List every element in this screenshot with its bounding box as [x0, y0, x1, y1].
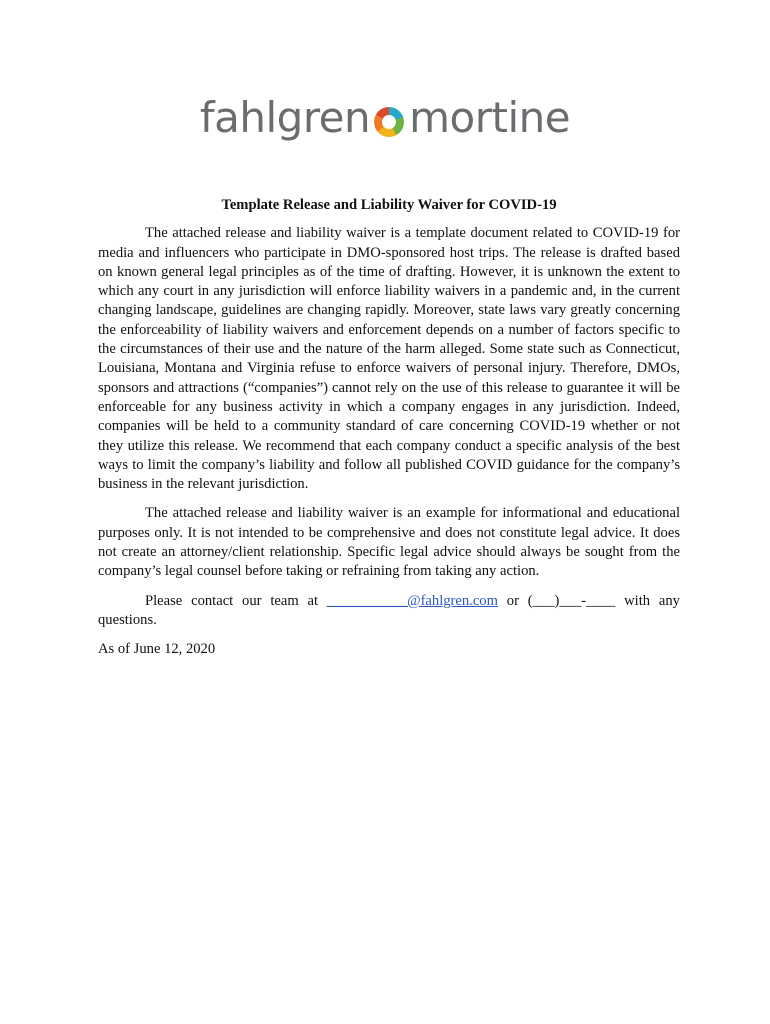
email-link[interactable]: ___________@fahlgren.com: [326, 592, 498, 609]
document-title: Template Release and Liability Waiver for COVID-19: [221, 197, 557, 213]
logo-text-left: fahlgren: [199, 93, 371, 142]
phone-placeholder: (___)___-____: [527, 592, 616, 609]
contact-suffix: with any questions.: [98, 592, 680, 628]
contact-paragraph: [98, 592, 680, 631]
paragraph-disclaimer: The attached release and liability waiver is a template document related to COVID-19 for media and influencers who participate in DMO-sponsored host trips. The release is drafted based on known general legal principles as of the time of drafting. However, it is unknown the extent to which any court in any jurisdiction will enforce liability waivers in a pandemic and, in the current changing landscape, guidelines are changing rapidly. Moreover, state laws vary greatly concerning the enforceability of liability waivers and enforcement depends on a number of factors specific to the circumstances of their use and the nature of the harm alleged. Some state such as Connecticut, Louisiana, Montana and Virginia refuse to enforce waivers of personal injury. Therefore, DMOs, sponsors and attractions (“companies”) cannot rely on the use of this release to guarantee it will be enforceable for any business activity in which a company engages in any jurisdiction. Indeed, companies will be held to a community standard of care concerning COVID-19 whether or not they utilize this release. We recommend that each company conduct a specific analysis of the best ways to limit the company’s liability and follow all published COVID guidance for the company’s business in the relevant jurisdiction.: [98, 225, 680, 493]
multicolor-ring-icon: [374, 107, 404, 137]
contact-middle: or: [497, 592, 528, 609]
paragraph-informational: The attached release and liability waiver is an example for informational and educational purposes only. It is not intended to be comprehensive and does not constitute legal advice. It does not create an attorney/client relationship. Specific legal advice should always be sought from the company’s legal counsel before taking or refraining from taking any action.: [98, 505, 680, 580]
date-line: As of June 12, 2020: [98, 641, 216, 658]
document-body: [98, 196, 680, 660]
company-logo: [0, 93, 770, 142]
contact-prefix: Please contact our team at: [145, 592, 327, 609]
logo-text-right: mortine: [409, 93, 571, 142]
